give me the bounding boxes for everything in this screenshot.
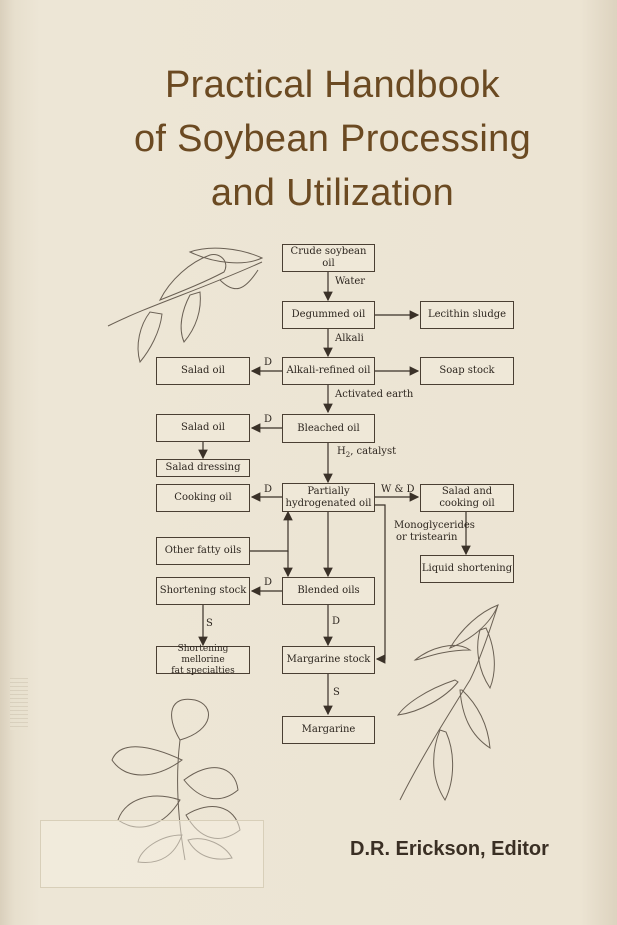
box-salad-dressing: Salad dressing — [156, 459, 250, 477]
label-alkali: Alkali — [335, 333, 364, 344]
box-alkali-refined-oil: Alkali-refined oil — [282, 357, 375, 385]
box-blended-oils: Blended oils — [282, 577, 375, 605]
label-w-and-d: W & D — [381, 484, 415, 495]
label-d-2: D — [264, 414, 273, 425]
box-partially-line1: Partially — [307, 485, 350, 497]
editor-credit: D.R. Erickson, Editor — [350, 838, 549, 860]
box-salad-cooking-line2: cooking oil — [439, 498, 495, 509]
library-sticker — [40, 820, 264, 888]
label-d-3: D — [264, 484, 273, 495]
title-line-1: Practical Handbook — [165, 64, 500, 106]
label-h2-catalyst — [337, 446, 396, 461]
label-h2-sub: 2 — [345, 451, 351, 459]
box-salad-cooking-line1: Salad and — [441, 486, 493, 497]
box-other-fatty-oils: Other fatty oils — [156, 537, 250, 565]
label-s-2: S — [333, 687, 340, 698]
box-crude-soybean-oil: Crude soybean oil — [282, 244, 375, 272]
label-monoglycerides: Monoglycerides — [394, 520, 475, 531]
box-salad-and-cooking-oil — [420, 484, 514, 512]
label-h2-h: H — [337, 446, 346, 457]
label-d-5: D — [332, 616, 341, 627]
box-bleached-oil: Bleached oil — [282, 414, 375, 443]
title-line-3: and Utilization — [210, 172, 455, 214]
box-shortening-mellorine — [156, 643, 250, 676]
box-salad-oil-2: Salad oil — [156, 414, 250, 442]
box-liquid-shortening: Liquid shortening — [420, 555, 514, 583]
label-activated-earth: Activated earth — [335, 389, 414, 400]
box-cooking-oil: Cooking oil — [156, 484, 250, 512]
label-s-1: S — [206, 618, 213, 629]
box-soap-stock: Soap stock — [420, 357, 514, 385]
box-partially-hydrogenated-oil — [282, 483, 375, 512]
label-water: Water — [335, 276, 366, 287]
box-degummed-oil: Degummed oil — [282, 301, 375, 329]
box-lecithin-sludge: Lecithin sludge — [420, 301, 514, 329]
box-mellorine-line2: fat specialties — [171, 665, 235, 676]
label-or-tristearin: or tristearin — [396, 532, 458, 543]
box-mellorine-line1: Shortening mellorine — [177, 643, 229, 665]
box-margarine: Margarine — [282, 716, 375, 744]
spine-tag — [10, 678, 28, 730]
box-partially-line2: hydrogenated oil — [285, 497, 372, 509]
box-margarine-stock: Margarine stock — [282, 646, 375, 674]
label-d-1: D — [264, 357, 273, 368]
label-d-4: D — [264, 577, 273, 588]
label-h2-post: , catalyst — [350, 446, 397, 457]
box-shortening-stock: Shortening stock — [156, 577, 250, 605]
box-salad-oil-1: Salad oil — [156, 357, 250, 385]
title-line-2: of Soybean Processing — [133, 118, 532, 160]
